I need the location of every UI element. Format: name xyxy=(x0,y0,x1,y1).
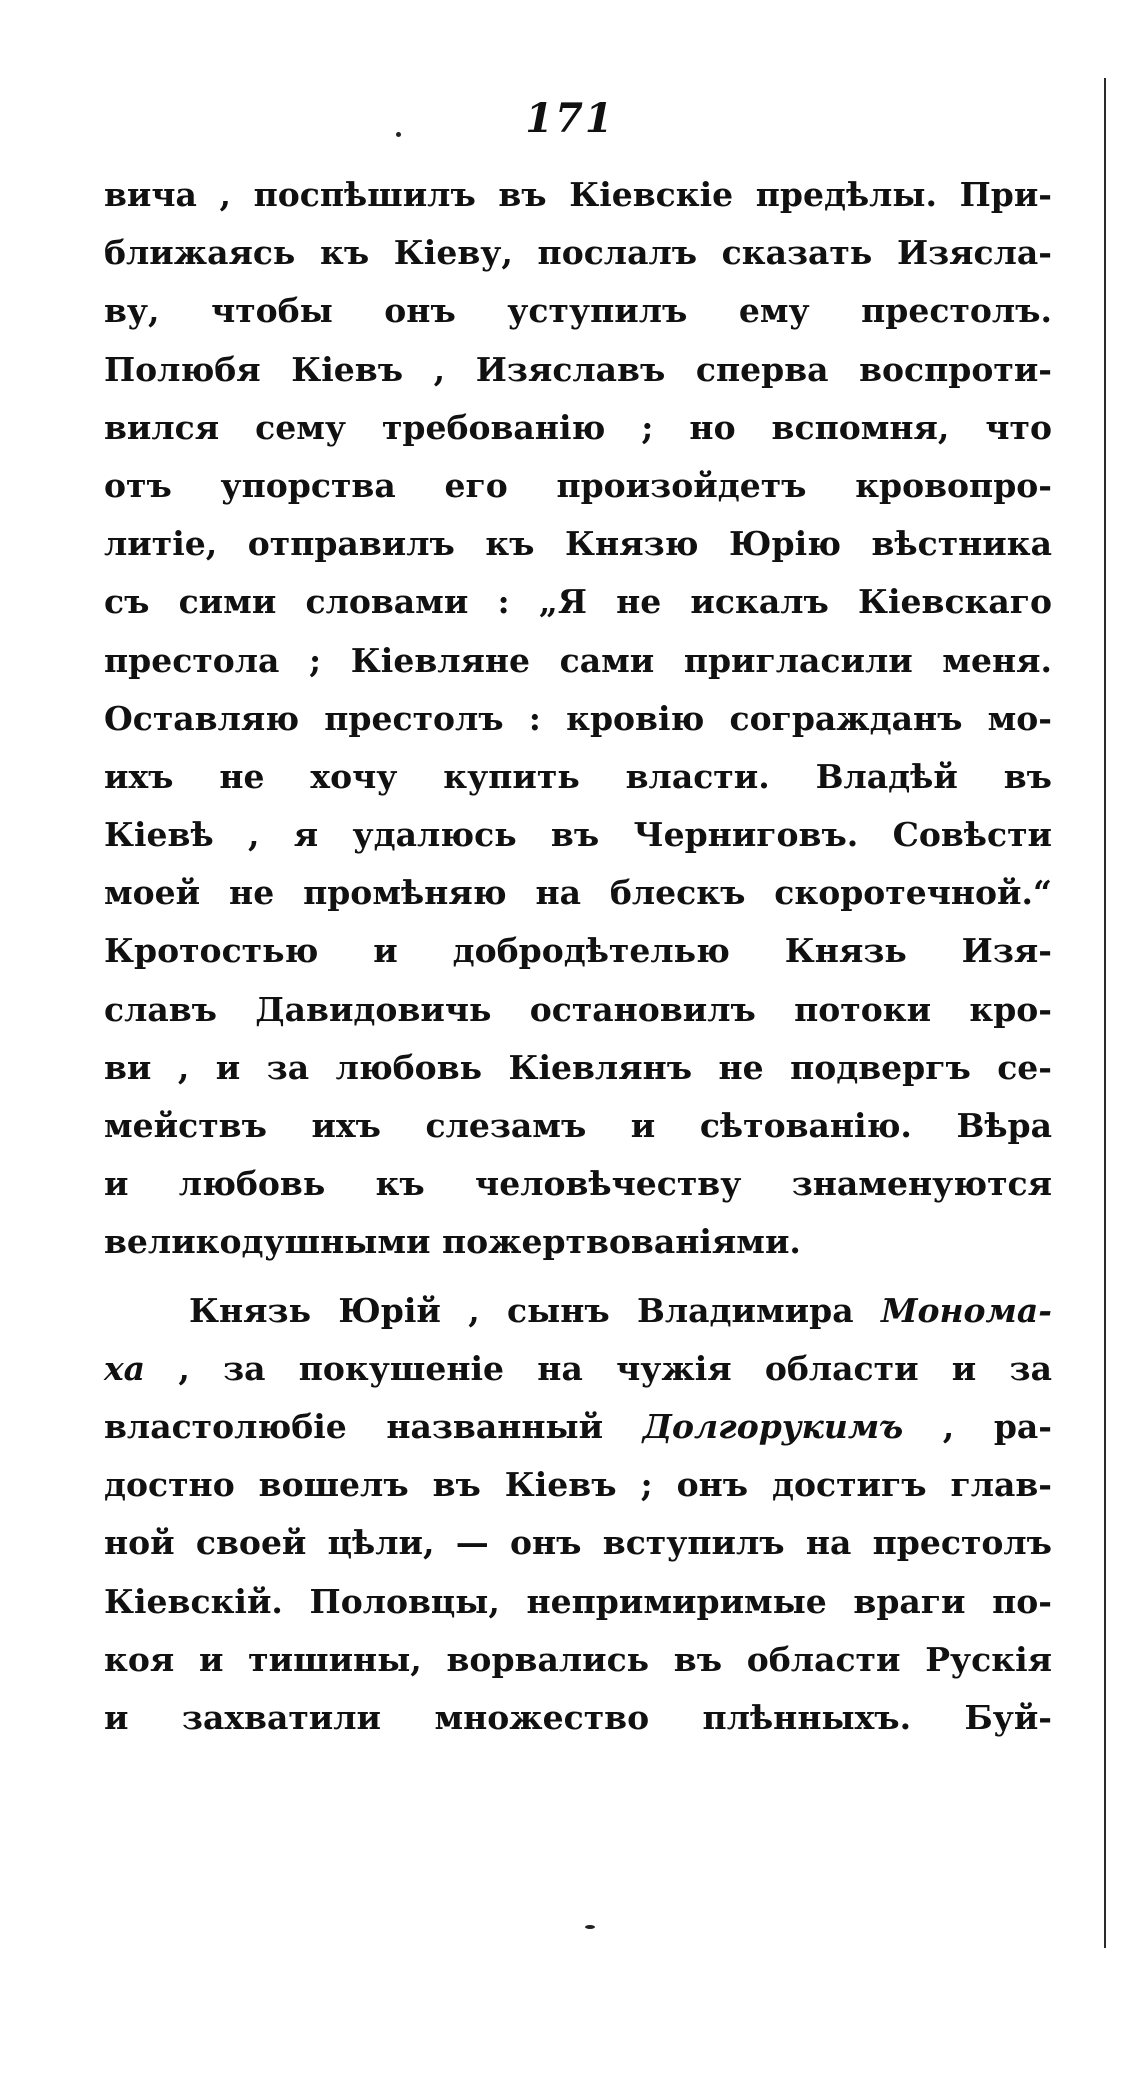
italic-term: Долгорукимъ xyxy=(642,1406,904,1446)
ink-speck xyxy=(585,1925,595,1929)
text-line: Князь Юрій , сынъ Владимира Монома- xyxy=(189,1290,1052,1330)
text-line: коя и тишины, ворвались въ области Рускія xyxy=(104,1639,1052,1679)
body-text xyxy=(104,166,1052,1747)
page-edge-rule xyxy=(1104,78,1106,1948)
text-line: ной своей цѣли, — онъ вступилъ на престолъ xyxy=(104,1523,1052,1563)
page-number: 171 xyxy=(525,95,615,142)
text-line: властолюбіе названный Долгорукимъ , ра- xyxy=(104,1406,1052,1446)
text-line: съ сими словами : „Я не искалъ Кіевскаго xyxy=(104,582,1052,622)
text-line: ха , за покушеніе на чужія области и за xyxy=(104,1348,1052,1388)
text-line: славъ Давидовичь остановилъ потоки кро- xyxy=(104,989,1052,1029)
text-line: Полюбя Кіевъ , Изяславъ сперва воспроти- xyxy=(104,349,1052,389)
text-line: достно вошелъ въ Кіевъ ; онъ достигъ глав- xyxy=(104,1465,1052,1505)
text-line: Кротостью и добродѣтелью Князь Изя- xyxy=(104,931,1052,971)
text-line: Кіевѣ , я удалюсь въ Черниговъ. Совѣсти xyxy=(104,815,1052,855)
text-line: ихъ не хочу купить власти. Владѣй въ xyxy=(104,756,1052,796)
text-line: Кіевскій. Половцы, непримиримые враги по- xyxy=(104,1581,1052,1621)
text-line: вился сему требованію ; но вспомня, что xyxy=(104,407,1052,447)
text-line: ву, чтобы онъ уступилъ ему престолъ. xyxy=(104,291,1052,331)
text-line: и захватили множество плѣнныхъ. Буй- xyxy=(104,1697,1052,1737)
text-line: отъ упорства его произойдетъ кровопро- xyxy=(104,465,1052,505)
italic-term: Монома- xyxy=(880,1290,1052,1330)
text-line: литіе, отправилъ къ Князю Юрію вѣстника xyxy=(104,524,1052,564)
text-line: мействъ ихъ слезамъ и сѣтованію. Вѣра xyxy=(104,1106,1052,1145)
text-line: вича , поспѣшилъ въ Кіевскіе предѣлы. При- xyxy=(104,175,1052,214)
text-line: великодушными пожертвованіями. xyxy=(104,1222,801,1262)
italic-term: ха xyxy=(104,1348,146,1388)
text-line: моей не промѣняю на блескъ скоротечной.“ xyxy=(104,873,1052,913)
text-line: Оставляю престолъ : кровію согражданъ мо- xyxy=(104,698,1052,738)
text-line: ви , и за любовь Кіевлянъ не подвергъ се- xyxy=(104,1047,1052,1087)
text-line: ближаясь къ Кіеву, послалъ сказать Изясла- xyxy=(104,233,1052,273)
text-line: престола ; Кіевляне сами пригласили меня. xyxy=(104,640,1052,680)
text-line: и любовь къ человѣчеству знаменуются xyxy=(104,1164,1052,1204)
